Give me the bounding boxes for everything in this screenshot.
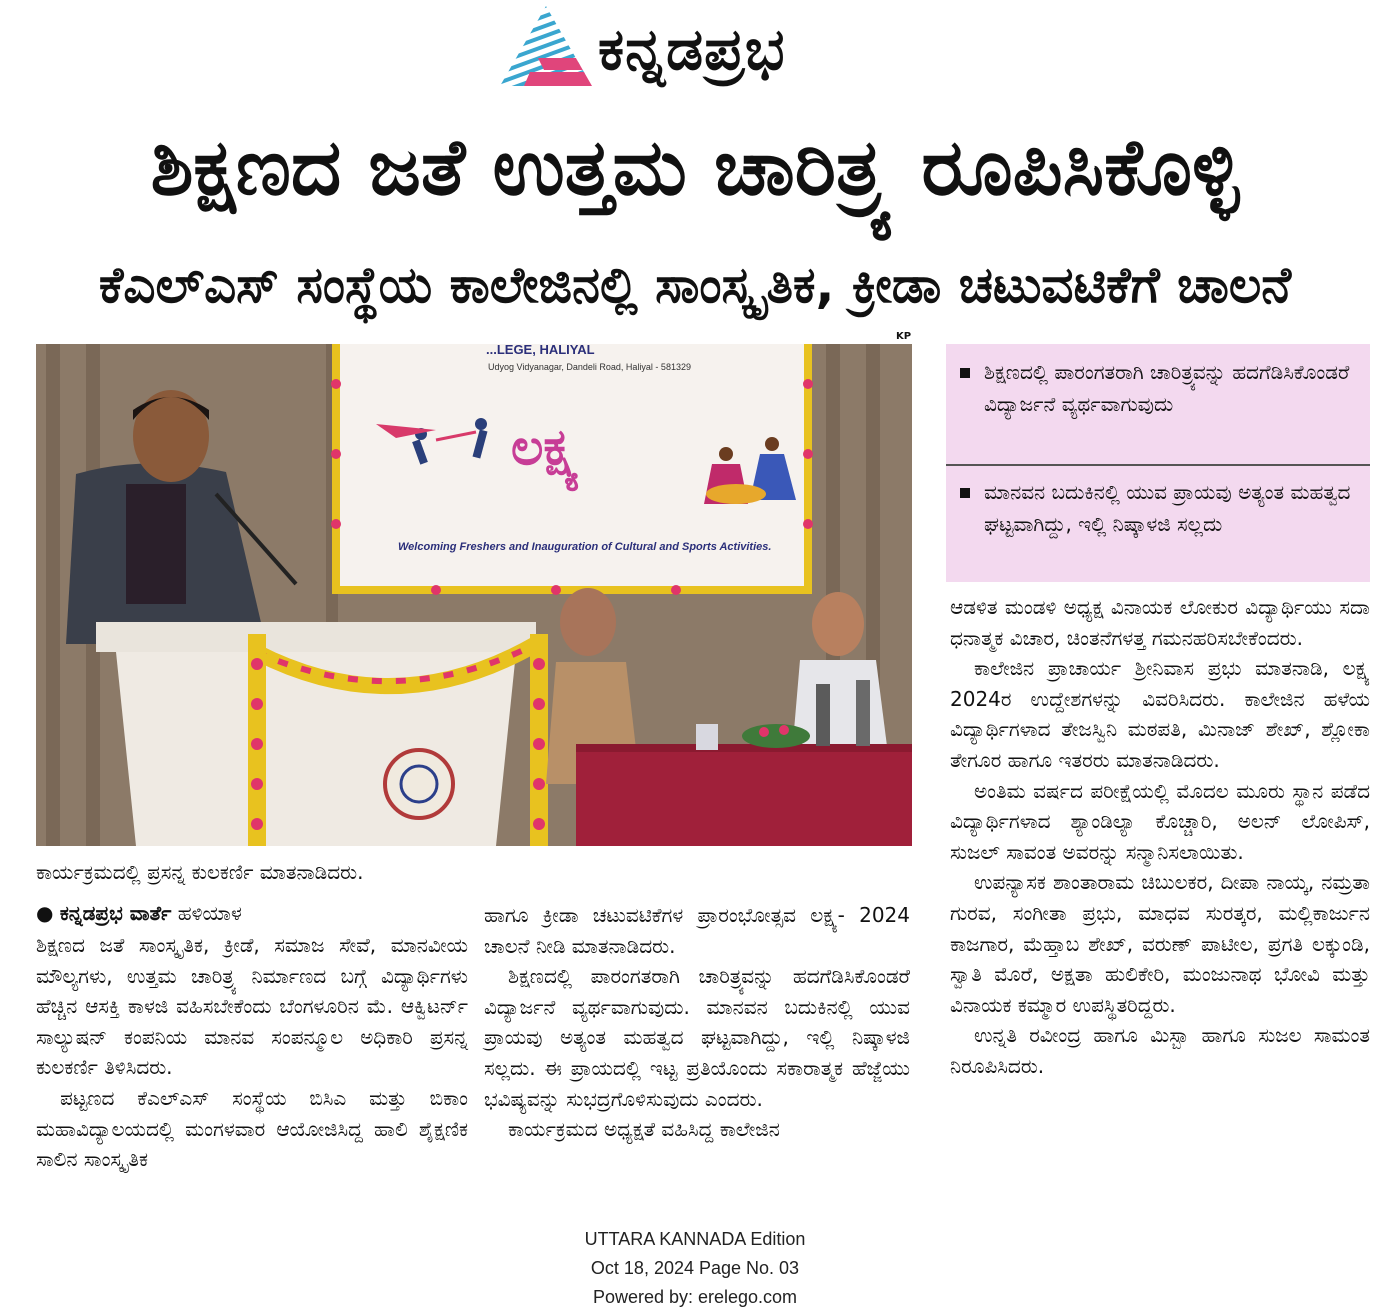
article-column-3 <box>950 592 1370 1082</box>
highlight-divider <box>946 464 1370 466</box>
square-bullet-icon <box>960 368 970 378</box>
article-paragraph: ಕಾಲೇಜಿನ ಪ್ರಾಚಾರ್ಯ ಶ್ರೀನಿವಾಸ ಪ್ರಭು ಮಾತನಾಡಿ, ಲಕ್ಷ್ಯ 2024ರ ಉದ್ದೇಶಗಳನ್ನು ವಿವರಿಸಿದರು. ಕಾಲೇಜಿನ ಹಳೆಯ ವಿದ್ಯಾರ್ಥಿಗಳಾದ ತೇಜಸ್ವಿನಿ ಮಠಪತಿ, ಮಿನಾಜ್ ಶೇಖ್, ಶ್ಲೋಕಾ ತೇಗೂರ ಹಾಗೂ ಇತರರು ಮಾತನಾಡಿದರು. <box>950 656 1370 772</box>
highlight-box <box>946 344 1370 582</box>
article-paragraph: ಉನ್ನತಿ ರವೀಂದ್ರ ಹಾಗೂ ಮಿಸ್ಬಾ ಹಾಗೂ ಸುಜಲ ಸಾಮಂತ ನಿರೂಪಿಸಿದರು. <box>950 1023 1370 1078</box>
triangle-stripes-logo-icon <box>500 6 592 86</box>
banner-address: Udyog Vidyanagar, Dandeli Road, Haliyal - 581329 <box>488 362 691 372</box>
article-paragraph: ಉಪನ್ಯಾಸಕ ಶಾಂತಾರಾಮ ಚಿಬುಲಕರ, ದೀಪಾ ನಾಯ್ಕ, ನಮ್ರತಾ ಗುರವ, ಸಂಗೀತಾ ಪ್ರಭು, ಮಾಧವ ಸುರತ್ಕರ, ಮಲ್ಲಿಕಾರ್ಜುನ ಕಾಜಗಾರ, ಮೆಹ್ತಾಬ ಶೇಖ್, ವರುಣ್ ಪಾಟೀಲ, ಪ್ರಗತಿ ಲಕ್ಕುಂಡಿ, ಸ್ವಾತಿ ಮೊರೆ, ಅಕ್ಷತಾ ಹುಲಿಕೇರಿ, ಮಂಜುನಾಥ ಭೋವಿ ಮತ್ತು ವಿನಾಯಕ ಕಮ್ಮಾರ ಉಪಸ್ಥಿತರಿದ್ದರು. <box>950 870 1370 1017</box>
subheadline: ಕೆಎಲ್ಎಸ್ ಸಂಸ್ಥೆಯ ಕಾಲೇಜಿನಲ್ಲಿ ಸಾಂಸ್ಕೃತಿಕ, ಕ್ರೀಡಾ ಚಟುವಟಿಕೆಗೆ ಚಾಲನೆ <box>98 256 1292 314</box>
headline: ಶಿಕ್ಷಣದ ಜತೆ ಉತ್ತಮ ಚಾರಿತ್ರ್ಯ ರೂಪಿಸಿಕೊಳ್ಳಿ <box>150 123 1240 213</box>
article-paragraph: ಶಿಕ್ಷಣದಲ್ಲಿ ಪಾರಂಗತರಾಗಿ ಚಾರಿತ್ರ್ಯವನ್ನು ಹದಗೆಡಿಸಿಕೊಂಡರೆ ವಿದ್ಯಾರ್ಜನೆ ವ್ಯರ್ಥವಾಗುವುದು. ಮಾನವನ ಬದುಕಿನಲ್ಲಿ ಯುವ ಪ್ರಾಯವು ಅತ್ಯಂತ ಮಹತ್ವದ ಘಟ್ಟವಾಗಿದ್ದು, ಇಲ್ಲಿ ನಿಷ್ಕಾಳಜಿ ಸಲ್ಲದು. ಈ ಪ್ರಾಯದಲ್ಲಿ ಇಟ್ಟ ಪ್ರತಿಯೊಂದು ಸಕಾರಾತ್ಮಕ ಹೆಜ್ಜೆಯು ಭವಿಷ್ಯವನ್ನು ಸುಭದ್ರಗೊಳಿಸುವುದು ಎಂದರು. <box>484 964 910 1111</box>
article-column-1 <box>36 930 468 1175</box>
article-paragraph: ಕಾರ್ಯಕ್ರಮದ ಅಧ್ಯಕ್ಷತೆ ವಹಿಸಿದ್ದ ಕಾಲೇಜಿನ <box>508 1117 780 1142</box>
byline-place: ಹಳಿಯಾಳ <box>177 901 242 925</box>
article-paragraph: ಆಡಳಿತ ಮಂಡಳಿ ಅಧ್ಯಕ್ಷ ವಿನಾಯಕ ಲೋಕುರ ವಿದ್ಯಾರ್ಥಿಯು ಸದಾ ಧನಾತ್ಮಕ ವಿಚಾರ, ಚಿಂತನೆಗಳತ್ತ ಗಮನಹರಿಸಬೇಕೆಂದರು. <box>950 595 1370 650</box>
bullet-dot-icon: ● <box>36 901 60 925</box>
article-column-2 <box>484 900 910 1145</box>
masthead <box>0 0 1390 100</box>
photo-credit: KP <box>896 331 912 342</box>
masthead-logo-text: ಕನ್ನಡಪ್ರಭ <box>598 15 786 83</box>
square-bullet-icon <box>960 488 970 498</box>
event-photo <box>36 344 912 846</box>
article-paragraph: ಪಟ್ಟಣದ ಕೆಎಲ್ಎಸ್ ಸಂಸ್ಥೆಯ ಬಿಸಿಎ ಮತ್ತು ಬಿಕಾಂ ಮಹಾವಿದ್ಯಾಲಯದಲ್ಲಿ ಮಂಗಳವಾರ ಆಯೋಜಿಸಿದ್ದ ಹಾಲಿ ಶೈಕ್ಷಣಿಕ ಸಾಲಿನ ಸಾಂಸ್ಕೃತಿಕ <box>36 1085 468 1172</box>
byline-source: ಕನ್ನಡಪ್ರಭ ವಾರ್ತೆ <box>59 901 172 925</box>
footer-date-page: Oct 18, 2024 Page No. 03 <box>590 1258 800 1278</box>
byline <box>36 898 242 928</box>
highlight-text: ಮಾನವನ ಬದುಕಿನಲ್ಲಿ ಯುವ ಪ್ರಾಯವು ಅತ್ಯಂತ ಮಹತ್ವದ ಘಟ್ಟವಾಗಿದ್ದು, ಇಲ್ಲಿ ನಿಷ್ಕಾಳಜಿ ಸಲ್ಲದು <box>984 480 1351 536</box>
highlight-item <box>960 476 1360 540</box>
banner-college-name: ...LEGE, HALIYAL <box>486 344 595 357</box>
footer-powered-by: Powered by: erelego.com <box>592 1287 798 1307</box>
highlight-text: ಶಿಕ್ಷಣದಲ್ಲಿ ಪಾರಂಗತರಾಗಿ ಚಾರಿತ್ರ್ಯವನ್ನು ಹದಗೆಡಿಸಿಕೊಂಡರೆ ವಿದ್ಯಾರ್ಜನೆ ವ್ಯರ್ಥವಾಗುವುದು <box>984 360 1350 416</box>
footer <box>0 1225 1390 1312</box>
article-paragraph: ಶಿಕ್ಷಣದ ಜತೆ ಸಾಂಸ್ಕೃತಿಕ, ಕ್ರೀಡೆ, ಸಮಾಜ ಸೇವೆ, ಮಾನವೀಯ ಮೌಲ್ಯಗಳು, ಉತ್ತಮ ಚಾರಿತ್ರ್ಯ ನಿರ್ಮಾಣದ ಬಗ್ಗೆ ವಿದ್ಯಾರ್ಥಿಗಳು ಹೆಚ್ಚಿನ ಆಸಕ್ತಿ ಕಾಳಜಿ ವಹಿಸಬೇಕೆಂದು ಬೆಂಗಳೂರಿನ ಮೆ. ಆಕ್ವಿಟರ್ನ್ ಸಾಲ್ಯುಷನ್ ಕಂಪನಿಯ ಮಾನವ ಸಂಪನ್ಮೂಲ ಅಧಿಕಾರಿ ಪ್ರಸನ್ನ ಕುಲಕರ್ಣಿ ತಿಳಿಸಿದರು. <box>36 933 468 1080</box>
banner-event-logo: ಲಕ್ಷ್ಯ <box>511 418 580 476</box>
article-paragraph: ಅಂತಿಮ ವರ್ಷದ ಪರೀಕ್ಷೆಯಲ್ಲಿ ಮೊದಲ ಮೂರು ಸ್ಥಾನ ಪಡೆದ ವಿದ್ಯಾರ್ಥಿಗಳಾದ ಶ್ಯಾಂಡಿಲ್ಯಾ ಕೊಚ್ಚಾರಿ, ಅಲನ್ ಲೋಪಿಸ್, ಸುಜಲ್ ಸಾವಂತ ಅವರನ್ನು ಸನ್ಮಾನಿಸಲಾಯಿತು. <box>950 778 1370 864</box>
article-paragraph: ಹಾಗೂ ಕ್ರೀಡಾ ಚಟುವಟಿಕೆಗಳ ಪ್ರಾರಂಭೋತ್ಸವ ಲಕ್ಷ್ಯ- 2024 ಚಾಲನೆ ನೀಡಿ ಮಾತನಾಡಿದರು. <box>484 903 910 958</box>
photo-caption: ಕಾರ್ಯಕ್ರಮದಲ್ಲಿ ಪ್ರಸನ್ನ ಕುಲಕರ್ಣಿ ಮಾತನಾಡಿದರು. <box>36 860 364 884</box>
banner-tagline: Welcoming Freshers and Inauguration of Cultural and Sports Activities. <box>398 541 772 553</box>
highlight-item <box>960 356 1360 420</box>
footer-edition: UTTARA KANNADA Edition <box>584 1229 806 1249</box>
